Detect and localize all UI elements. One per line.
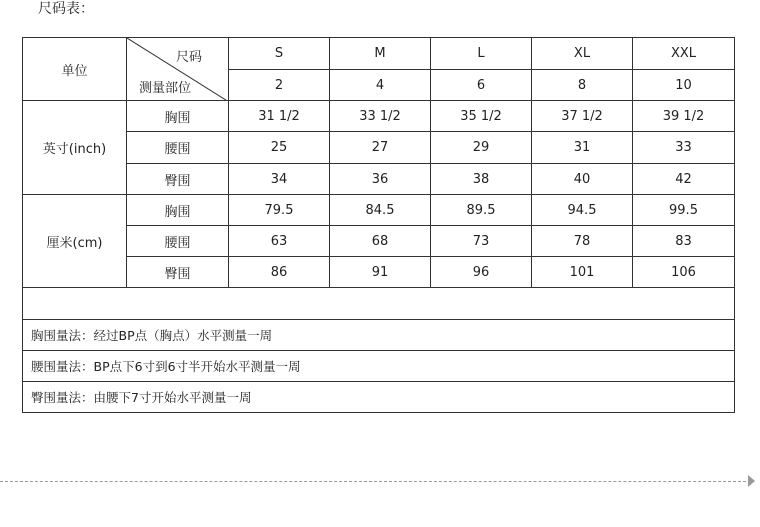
table-row: [23, 164, 735, 195]
part-label: 腰围: [127, 132, 229, 164]
table-cell: 36: [330, 164, 431, 195]
table-cell: 68: [330, 226, 431, 257]
size-number-m: 4: [330, 70, 431, 101]
table-cell: 99.5: [633, 195, 735, 226]
part-label: 腰围: [127, 226, 229, 257]
part-label: 臀围: [127, 257, 229, 288]
part-header-label: 测量部位: [139, 81, 192, 96]
size-number-s: 2: [229, 70, 330, 101]
table-cell: 31: [532, 132, 633, 164]
part-label: 胸围: [127, 195, 229, 226]
table-cell: 78: [532, 226, 633, 257]
empty-row: [23, 288, 735, 320]
size-chart-table: [22, 37, 735, 413]
chest-measure-note: 胸围量法：经过BP点（胸点）水平测量一周: [23, 320, 735, 351]
table-cell: 33 1/2: [330, 101, 431, 132]
empty-cell: [23, 288, 735, 320]
dashed-divider: [0, 481, 746, 482]
size-s: S: [229, 38, 330, 70]
table-cell: 29: [431, 132, 532, 164]
size-l: L: [431, 38, 532, 70]
note-row: [23, 382, 735, 413]
table-cell: 101: [532, 257, 633, 288]
table-cell: 84.5: [330, 195, 431, 226]
header-row-sizes: [23, 38, 735, 70]
table-row: [23, 132, 735, 164]
table-cell: 94.5: [532, 195, 633, 226]
table-cell: 83: [633, 226, 735, 257]
table-cell: 89.5: [431, 195, 532, 226]
table-cell: 79.5: [229, 195, 330, 226]
size-header-label: 尺码: [175, 50, 202, 65]
table-cell: 37 1/2: [532, 101, 633, 132]
table-cell: 25: [229, 132, 330, 164]
size-m: M: [330, 38, 431, 70]
table-cell: 39 1/2: [633, 101, 735, 132]
table-cell: 96: [431, 257, 532, 288]
table-row: [23, 226, 735, 257]
table-row: [23, 257, 735, 288]
waist-measure-note: 腰围量法：BP点下6寸到6寸半开始水平测量一周: [23, 351, 735, 382]
size-xxl: XXL: [633, 38, 735, 70]
arrow-right-icon: [748, 475, 755, 487]
size-number-l: 6: [431, 70, 532, 101]
table-cell: 42: [633, 164, 735, 195]
table-cell: 63: [229, 226, 330, 257]
table-row: [23, 101, 735, 132]
table-cell: 27: [330, 132, 431, 164]
size-number-xxl: 10: [633, 70, 735, 101]
hip-measure-note: 臀围量法：由腰下7寸开始水平测量一周: [23, 382, 735, 413]
cm-unit-label: 厘米(cm): [23, 195, 127, 288]
table-cell: 34: [229, 164, 330, 195]
unit-header: 单位: [23, 38, 127, 101]
size-xl: XL: [532, 38, 633, 70]
table-cell: 106: [633, 257, 735, 288]
note-row: [23, 320, 735, 351]
page-title: 尺码表：: [38, 1, 94, 17]
table-cell: 35 1/2: [431, 101, 532, 132]
table-cell: 73: [431, 226, 532, 257]
part-label: 臀围: [127, 164, 229, 195]
part-label: 胸围: [127, 101, 229, 132]
inch-unit-label: 英寸(inch): [23, 101, 127, 195]
note-row: [23, 351, 735, 382]
size-number-xl: 8: [532, 70, 633, 101]
diagonal-header-cell: [127, 38, 229, 101]
table-cell: 31 1/2: [229, 101, 330, 132]
table-cell: 38: [431, 164, 532, 195]
table-cell: 91: [330, 257, 431, 288]
table-row: [23, 195, 735, 226]
table-cell: 86: [229, 257, 330, 288]
table-cell: 33: [633, 132, 735, 164]
table-cell: 40: [532, 164, 633, 195]
